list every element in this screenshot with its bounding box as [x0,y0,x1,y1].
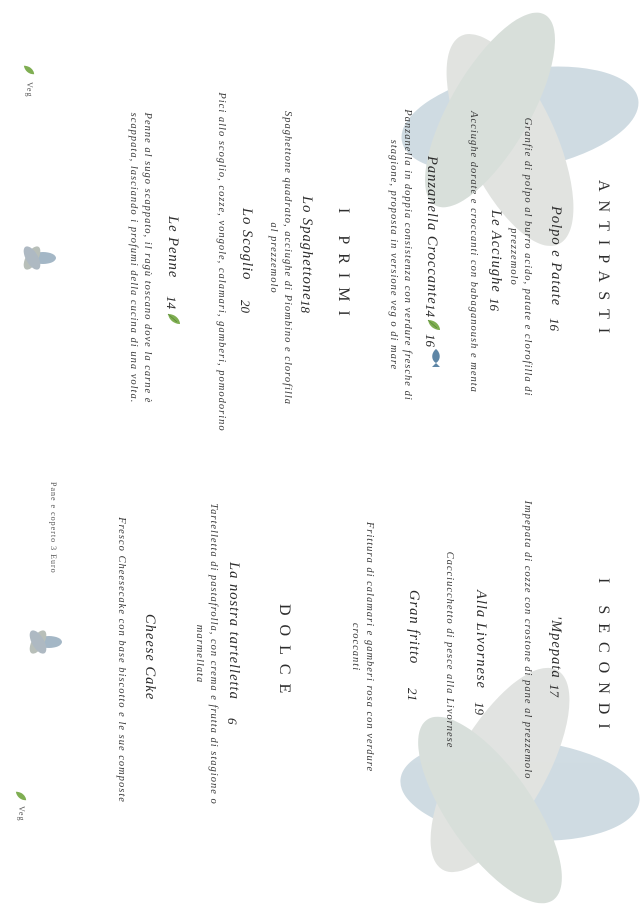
small-flower-icon [18,622,62,662]
fish-icon [430,348,442,368]
veg-leaf-icon [22,64,36,76]
dish-name: La nostra tartelletta [226,562,242,700]
dish-price: 21 [405,688,420,701]
dish-price: 19 [472,702,487,715]
veg-leaf-icon [166,312,182,326]
dish-name: Polpo e Patate [548,206,564,307]
veg-legend-label: Veg [25,82,34,98]
veg-legend-label: Veg [17,806,26,822]
dish-name: Cheese Cake [142,614,158,701]
dish-price: 17 [547,684,562,697]
dish-description: Penne al sugo scappato, il ragù toscano dove la carne è scappata, lasciando i profumi della cucina di una volta. [128,112,153,404]
dish-description: Granfie di polpo al burro acido, patate e clorofilla di prezzemolo [508,117,533,397]
dish-price: 16 [547,318,562,331]
dish-price: 18 [298,300,313,313]
dish-name: 'Mpepata [548,616,564,679]
dish-price: 14 [423,304,438,317]
section-title-secondi: I SECONDI [595,578,612,738]
dish-price: 16 [423,334,438,347]
dish-name: Lo Scoglio [239,208,255,281]
section-title-dolce: DOLCE [276,604,293,703]
cover-charge-note: Pane e coperto 3 Euro [49,482,58,574]
dish-price: 16 [487,298,502,311]
dish-price: 20 [238,300,253,313]
veg-leaf-icon [426,318,442,332]
dish-name: Alla Livornese [473,590,489,689]
dish-description: Frittura di calamari e gamberi rosa con verdure croccanti [350,521,375,773]
section-title-antipasti: ANTIPASTI [595,180,612,343]
dish-description: Acciughe dorate e croccanti con babaganoush e menta [468,111,479,393]
dish-description: Tartelletta di pastafrolla, con crema e frutta di stagione o marmellata [194,503,219,805]
dish-description: Spaghettone quadrato, acciughe di Piombino e clorofilla al prezzemolo [268,110,293,406]
dish-description: Pici allo scoglio, cozze, vongole, calamari, gamberi, pomodorino [216,92,227,432]
section-title-primi: I PRIMI [335,208,352,325]
dish-description: Fresco Cheesecake con base biscotto e le sue composte [116,517,127,803]
dish-price: 14 [164,296,179,309]
dish-name: Le Acciughe [488,210,504,293]
dish-name: Panzanella Croccante [424,156,440,305]
dish-name: Le Penne [165,216,181,279]
dish-description: Cacciucchetto di pesce alla Livornese [444,551,455,749]
dish-description: Impepata di cozze con crostone di pane al prezzemolo [522,500,533,780]
dish-name: Lo Spaghettone [299,196,315,301]
small-flower-icon [12,238,56,278]
dish-price: 6 [225,718,240,725]
dish-description: Panzanella in doppia consistenza con verdure fresche di stagione, proposta in versione veg o di mare [388,109,413,401]
dish-name: Gran fritto [406,590,422,665]
veg-leaf-icon [14,790,28,802]
